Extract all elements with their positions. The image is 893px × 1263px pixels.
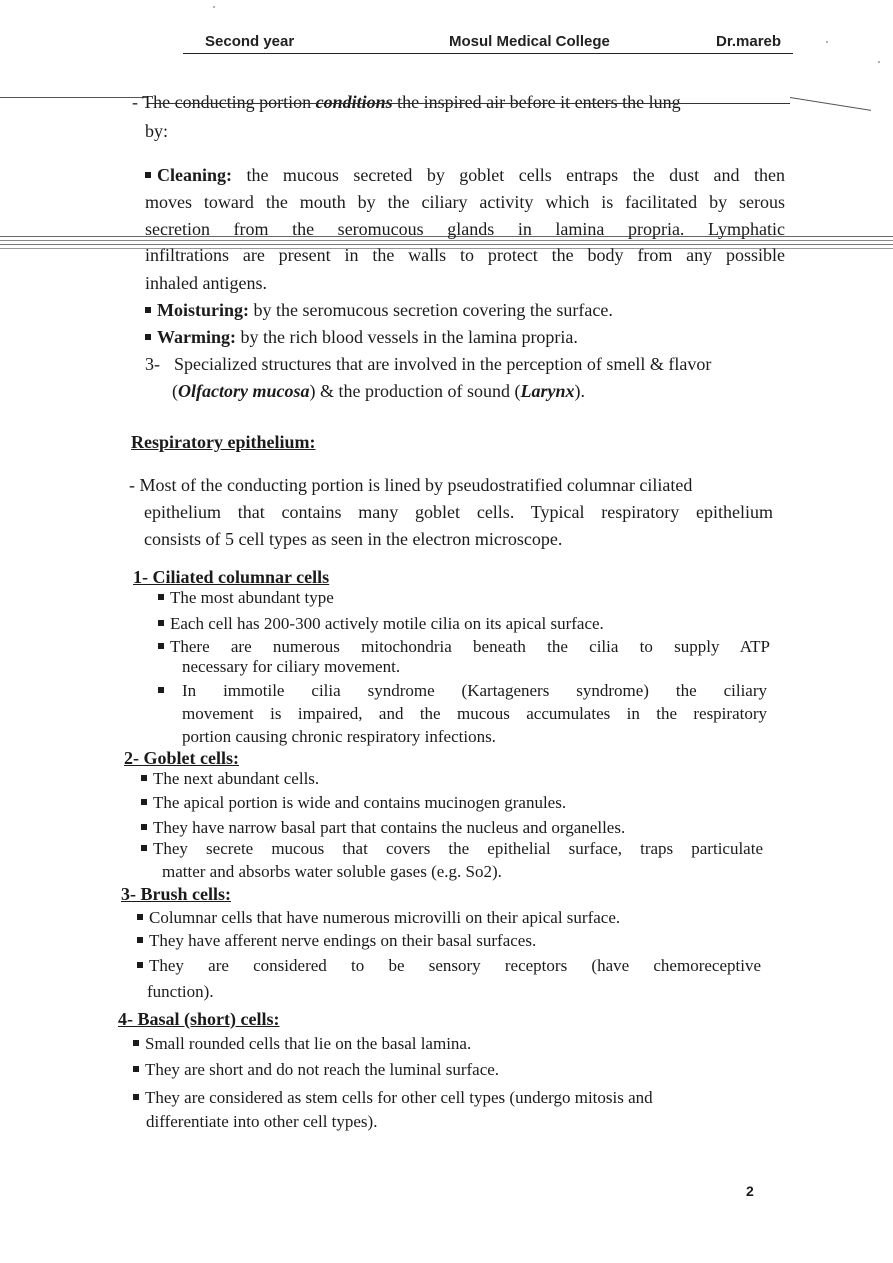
bullet-icon	[141, 799, 147, 805]
item-3-number: 3-	[145, 354, 160, 374]
cleaning-line-1: Cleaning: the mucous secreted by goblet cells entraps the dust and then	[145, 162, 785, 189]
brush-bullet-2: They have afferent nerve endings on their basal surfaces.	[137, 930, 536, 952]
ciliated-bullet-4-cont-2: portion causing chronic respiratory infections.	[182, 727, 496, 746]
goblet-bullet-2: The apical portion is wide and contains mucinogen granules.	[141, 792, 566, 814]
brush-bullet-1: Columnar cells that have numerous microvilli on their apical surface.	[137, 907, 620, 929]
bullet-icon	[158, 643, 164, 649]
bullet-icon	[141, 824, 147, 830]
bullet-icon	[145, 172, 151, 178]
bullet-icon	[133, 1066, 139, 1072]
basal-bullet-3: They are considered as stem cells for other cell types (undergo mitosis and	[133, 1087, 653, 1109]
basal-bullet-1: Small rounded cells that lie on the basal lamina.	[133, 1033, 471, 1055]
bullet-icon	[133, 1094, 139, 1100]
goblet-bullet-3: They have narrow basal part that contains the nucleus and organelles.	[141, 817, 625, 839]
scan-speck	[213, 6, 215, 8]
bullet-icon	[141, 845, 147, 851]
header-center: Mosul Medical College	[449, 33, 610, 50]
basal-bullet-2: They are short and do not reach the luminal surface.	[133, 1059, 499, 1081]
intro-line-2: by:	[145, 121, 169, 141]
basal-heading: 4- Basal (short) cells:	[118, 1009, 280, 1029]
header-right: Dr.mareb	[716, 33, 782, 50]
cleaning-line-2: moves toward the mouth by the ciliary activity which is facilitated by serous	[145, 192, 785, 212]
cleaning-line-5: inhaled antigens.	[145, 273, 267, 293]
scan-line	[0, 97, 148, 98]
scan-speck	[878, 61, 880, 63]
ciliated-heading: 1- Ciliated columnar cells	[133, 567, 330, 587]
ciliated-bullet-1: The most abundant type	[158, 587, 334, 609]
respiratory-epithelium-heading: Respiratory epithelium:	[131, 432, 316, 452]
page-number: 2	[746, 1183, 754, 1199]
resp-epithelium-line-3: consists of 5 cell types as seen in the electron microscope.	[144, 529, 563, 549]
bullet-icon	[145, 307, 151, 313]
brush-heading: 3- Brush cells:	[121, 884, 231, 904]
bullet-icon	[158, 687, 164, 693]
resp-epithelium-line-2: epithelium that contains many goblet cells. Typical respiratory epithelium	[144, 502, 773, 522]
goblet-bullet-1: The next abundant cells.	[141, 768, 319, 790]
ciliated-bullet-3: There are numerous mitochondria beneath the cilia to supply ATP	[158, 636, 770, 658]
header-left: Second year	[205, 33, 295, 50]
ciliated-bullet-3-cont: necessary for ciliary movement.	[182, 657, 401, 676]
scan-speck	[826, 41, 828, 43]
warming-item: Warming: by the rich blood vessels in the lamina propria.	[145, 324, 578, 351]
resp-epithelium-line-1: - Most of the conducting portion is lined by pseudostratified columnar ciliated	[129, 475, 693, 495]
item-3-line-1: Specialized structures that are involved in the perception of smell & flavor	[174, 354, 712, 374]
bullet-icon	[145, 334, 151, 340]
header-rule	[183, 53, 793, 54]
brush-bullet-3: They are considered to be sensory receptors (have chemoreceptive	[137, 955, 761, 977]
ciliated-bullet-4: In immotile cilia syndrome (Kartageners syndrome) the ciliary	[158, 680, 767, 702]
bullet-icon	[158, 594, 164, 600]
bullet-icon	[137, 914, 143, 920]
scan-line	[790, 97, 871, 111]
goblet-heading: 2- Goblet cells:	[124, 748, 239, 768]
goblet-bullet-4-cont: matter and absorbs water soluble gases (e.g. So2).	[162, 862, 502, 881]
basal-bullet-3-cont: differentiate into other cell types).	[146, 1112, 378, 1131]
moisturing-item: Moisturing: by the seromucous secretion covering the surface.	[145, 297, 613, 324]
bullet-icon	[141, 775, 147, 781]
intro-line-1: - The conducting portion conditions the inspired air before it enters the lung	[132, 92, 681, 112]
ciliated-bullet-2: Each cell has 200-300 actively motile cilia on its apical surface.	[158, 613, 604, 635]
bullet-icon	[137, 937, 143, 943]
cleaning-line-4: infiltrations are present in the walls to protect the body from any possible	[145, 245, 785, 265]
bullet-icon	[137, 962, 143, 968]
strike-through-line	[148, 103, 790, 104]
item-3-line-2: (Olfactory mucosa) & the production of sound (Larynx).	[172, 381, 585, 401]
bullet-icon	[133, 1040, 139, 1046]
ciliated-bullet-4-cont-1: movement is impaired, and the mucous accumulates in the respiratory	[182, 704, 767, 723]
goblet-bullet-4: They secrete mucous that covers the epithelial surface, traps particulate	[141, 838, 763, 860]
brush-bullet-3-cont: function).	[147, 982, 214, 1001]
cleaning-line-3: secretion from the seromucous glands in lamina propria. Lymphatic	[145, 219, 785, 239]
bullet-icon	[158, 620, 164, 626]
